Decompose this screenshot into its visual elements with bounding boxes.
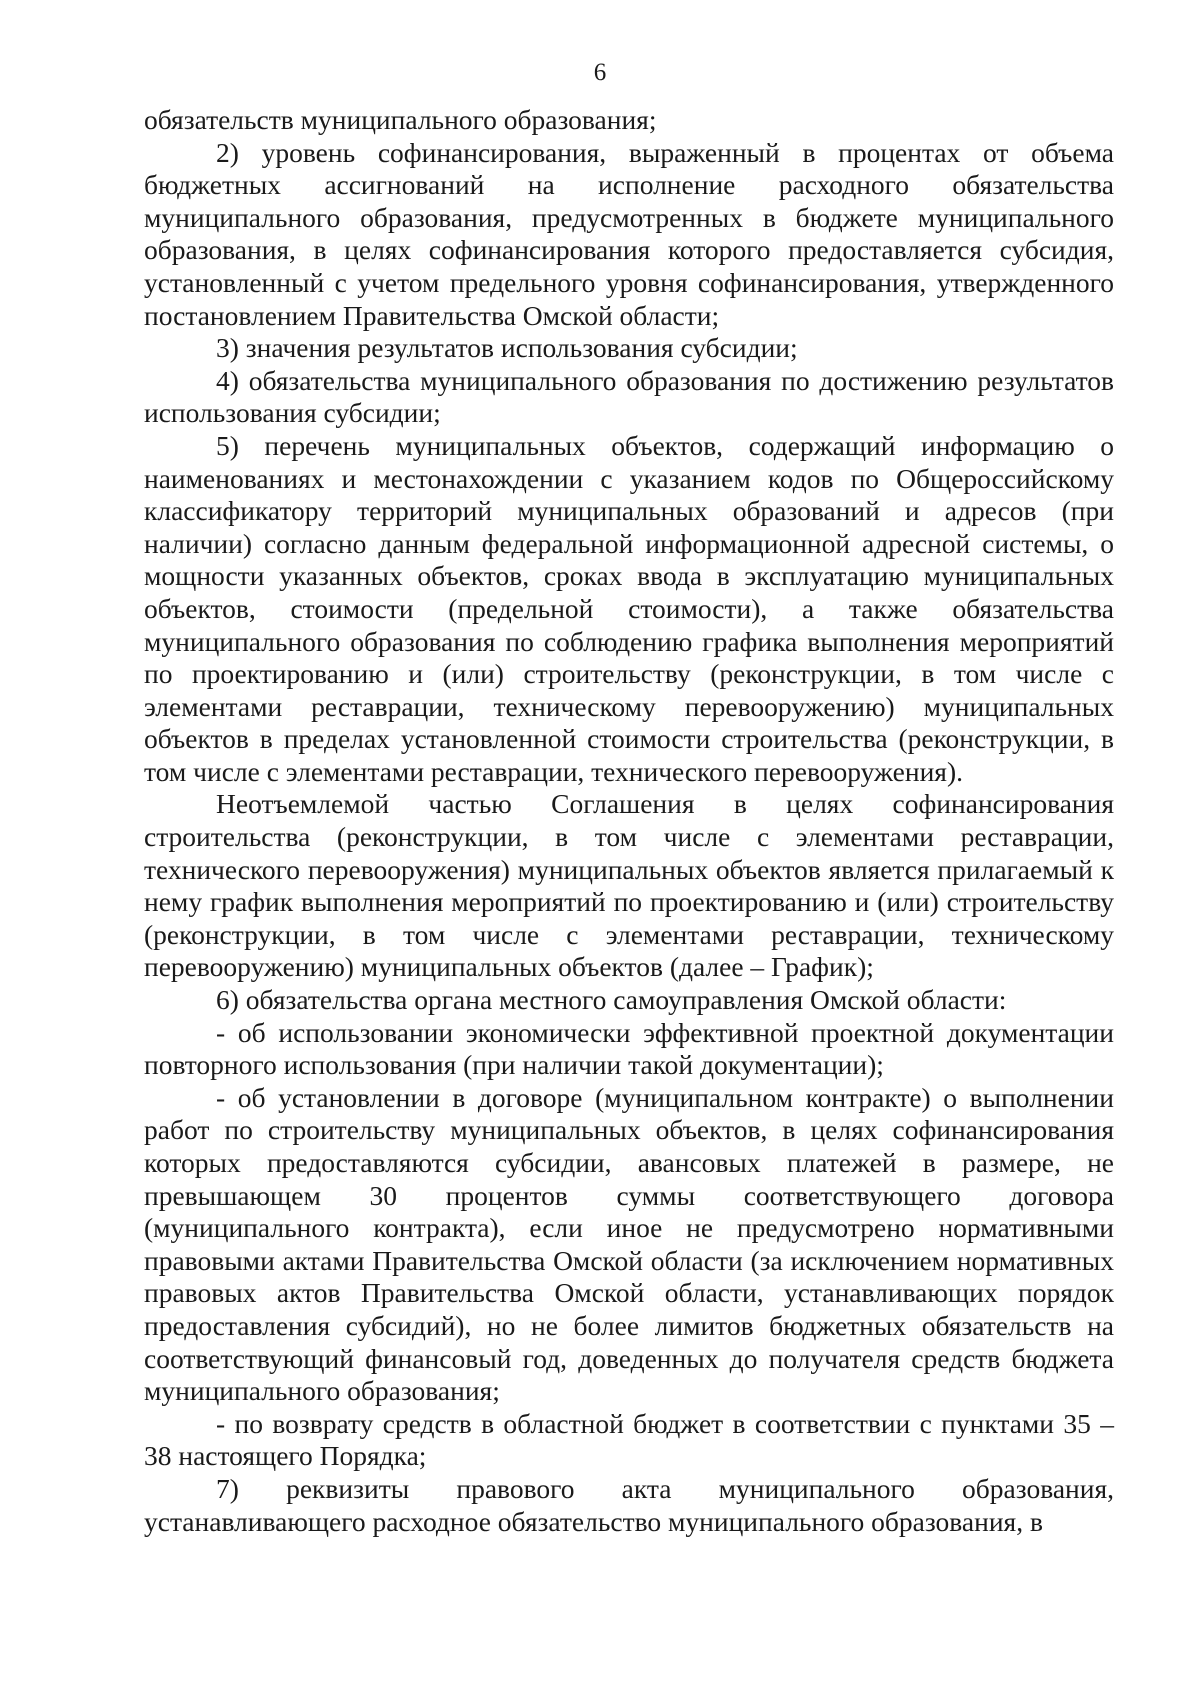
paragraph-item-6-bullet-3: - по возврату средств в областной бюджет в соответствии с пунктами 35 – 38 настоящего Порядка;: [144, 1407, 1114, 1472]
document-body: [144, 104, 1114, 1538]
paragraph-item-2: 2) уровень софинансирования, выраженный в процентах от объема бюджетных ассигнований на исполнение расходного обязательства муниципального образования, предусмотренных в бюджете муниципального образования, в целях софинансирования которого предоставляется субсидия, установленный с учетом предельного уровня софинансирования, утвержденного постановлением Правительства Омской области;: [144, 136, 1114, 331]
page-number: 6: [593, 59, 607, 86]
paragraph-item-5: 5) перечень муниципальных объектов, содержащий информацию о наименованиях и местонахождении с указанием кодов по Общероссийскому классификатору территорий муниципальных образований и адресов (при наличии) согласно данным федеральной информационной адресной системы, о мощности указанных объектов, сроках ввода в эксплуатацию муниципальных объектов, стоимости (предельной стоимости), а также обязательства муниципального образования по соблюдению графика выполнения мероприятий по проектированию и (или) строительству (реконструкции, в том числе с элементами реставрации, техническому перевооружению) муниципальных объектов в пределах установленной стоимости строительства (реконструкции, в том числе с элементами реставрации, технического перевооружения).: [144, 429, 1114, 787]
paragraph-item-4: 4) обязательства муниципального образования по достижению результатов использования субсидии;: [144, 364, 1114, 429]
paragraph-schedule-note: Неотъемлемой частью Соглашения в целях софинансирования строительства (реконструкции, в том числе с элементами реставрации, технического перевооружения) муниципальных объектов является прилагаемый к нему график выполнения мероприятий по проектированию и (или) строительству (реконструкции, в том числе с элементами реставрации, техническому перевооружению) муниципальных объектов (далее – График);: [144, 788, 1114, 983]
paragraph-item-6-bullet-2: - об установлении в договоре (муниципальном контракте) о выполнении работ по строительству муниципальных объектов, в целях софинансирования которых предоставляются субсидии, авансовых платежей в размере, не превышающем 30 процентов суммы соответствующего договора (муниципального контракта), если иное не предусмотрено нормативными правовыми актами Правительства Омской области (за исключением нормативных правовых актов Правительства Омской области, устанавливающих порядок предоставления субсидий), но не более лимитов бюджетных обязательств на соответствующий финансовый год, доведенных до получателя средств бюджета муниципального образования;: [144, 1081, 1114, 1407]
paragraph-item-6: 6) обязательства органа местного самоуправления Омской области:: [216, 984, 1007, 1016]
paragraph-item-7: 7) реквизиты правового акта муниципального образования, устанавливающего расходное обязательство муниципального образования, в: [144, 1472, 1114, 1537]
paragraph-continuation: обязательств муниципального образования;: [144, 104, 657, 135]
paragraph-item-3: 3) значения результатов использования субсидии;: [216, 332, 798, 364]
paragraph-item-6-bullet-1: - об использовании экономически эффективной проектной документации повторного использования (при наличии такой документации);: [144, 1016, 1114, 1081]
